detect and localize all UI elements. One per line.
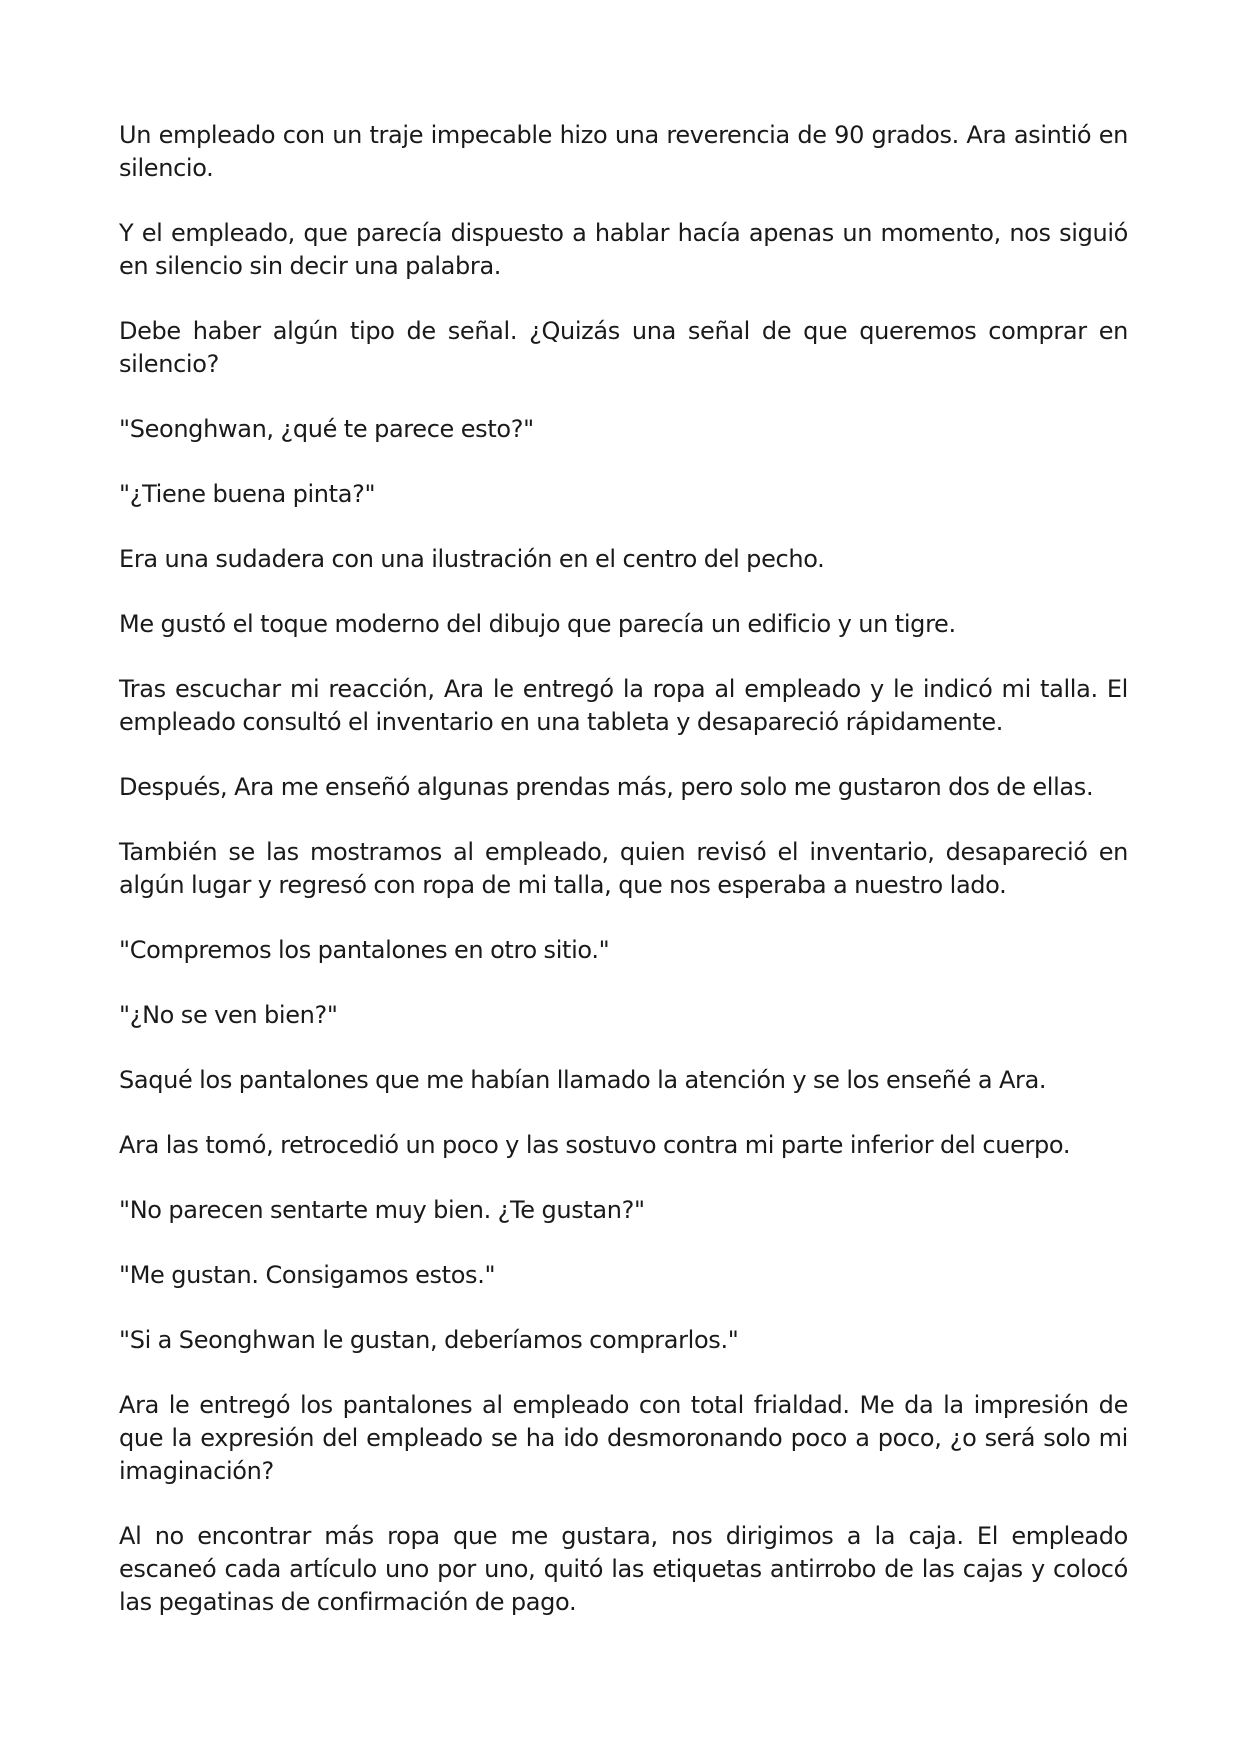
paragraph: "¿Tiene buena pinta?" — [119, 480, 376, 508]
paragraph: Saqué los pantalones que me habían llamado la atención y se los enseñé a Ara. — [119, 1066, 1047, 1094]
paragraph: Y el empleado, que parecía dispuesto a hablar hacía apenas un momento, nos siguió en silencio sin decir una palabra. — [119, 219, 1128, 280]
paragraph: Me gustó el toque moderno del dibujo que parecía un edificio y un tigre. — [119, 610, 956, 638]
document-body — [119, 119, 1128, 1619]
paragraph: "No parecen sentarte muy bien. ¿Te gustan?" — [119, 1196, 645, 1224]
paragraph: Un empleado con un traje impecable hizo una reverencia de 90 grados. Ara asintió en silencio. — [119, 121, 1128, 182]
paragraph: Debe haber algún tipo de señal. ¿Quizás una señal de que queremos comprar en silencio? — [119, 317, 1128, 378]
paragraph: "Compremos los pantalones en otro sitio." — [119, 936, 610, 964]
paragraph: También se las mostramos al empleado, quien revisó el inventario, desapareció en algún lugar y regresó con ropa de mi talla, que nos esperaba a nuestro lado. — [119, 838, 1128, 899]
paragraph: "Seonghwan, ¿qué te parece esto?" — [119, 415, 534, 443]
paragraph: Ara le entregó los pantalones al empleado con total frialdad. Me da la impresión de que la expresión del empleado se ha ido desmoronando poco a poco, ¿o será solo mi imaginación? — [119, 1391, 1128, 1485]
paragraph: Ara las tomó, retrocedió un poco y las sostuvo contra mi parte inferior del cuerpo. — [119, 1131, 1071, 1159]
paragraph: Tras escuchar mi reacción, Ara le entregó la ropa al empleado y le indicó mi talla. El empleado consultó el inventario en una tableta y desapareció rápidamente. — [119, 675, 1128, 736]
paragraph: "Me gustan. Consigamos estos." — [119, 1261, 496, 1289]
paragraph: Era una sudadera con una ilustración en el centro del pecho. — [119, 545, 825, 573]
paragraph: Después, Ara me enseñó algunas prendas más, pero solo me gustaron dos de ellas. — [119, 773, 1094, 801]
paragraph: "Si a Seonghwan le gustan, deberíamos comprarlos." — [119, 1326, 739, 1354]
paragraph: "¿No se ven bien?" — [119, 1001, 338, 1029]
paragraph: Al no encontrar más ropa que me gustara, nos dirigimos a la caja. El empleado escaneó cada artículo uno por uno, quitó las etiquetas antirrobo de las cajas y colocó las pegatinas de confirmación de pago. — [119, 1522, 1128, 1616]
